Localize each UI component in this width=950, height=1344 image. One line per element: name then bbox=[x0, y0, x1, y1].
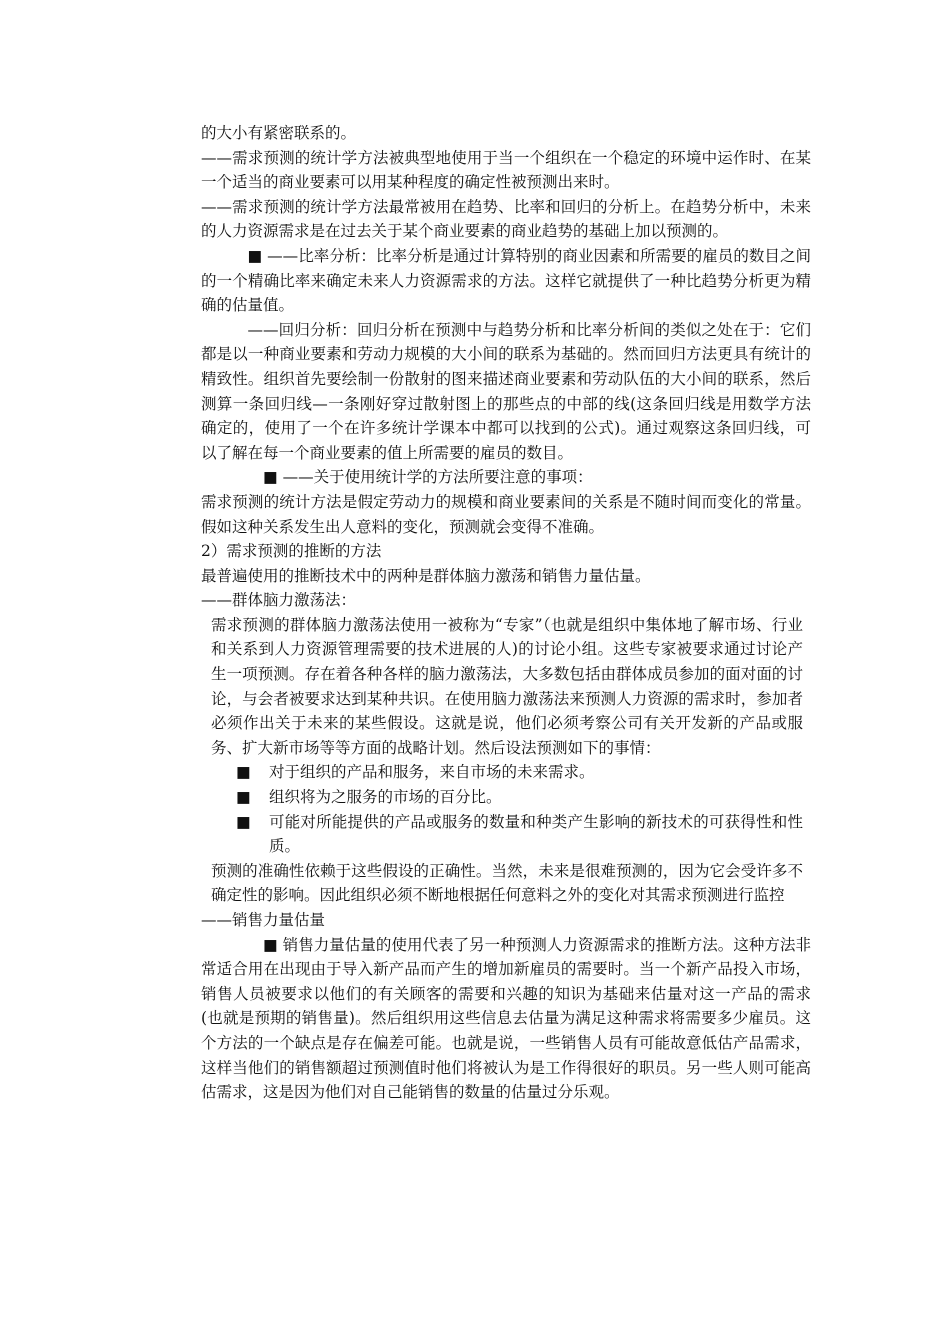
paragraph-stat-trend: ——需求预测的统计学方法最常被用在趋势、比率和回归的分析上。在趋势分析中，未来的人力资源需求是在过去关于某个商业要素的商业趋势的基础上加以预测的。 bbox=[201, 197, 811, 241]
section-heading-judgment: 2）需求预测的推断的方法 bbox=[201, 542, 382, 561]
paragraph-ratio-analysis: ■ ——比率分析：比率分析是通过计算特别的商业因素和所需要的雇员的数目之间的一个精确比率来确定未来人力资源需求的方法。这样它就提供了一种比趋势分析更为精确的估量值。 bbox=[201, 246, 811, 315]
paragraph-stat-caution: 需求预测的统计方法是假定劳动力的规模和商业要素间的关系是不随时间而变化的常量。假如这种关系发生出人意料的变化，预测就会变得不准确。 bbox=[201, 492, 811, 536]
paragraph-judgment-intro: 最普遍使用的推断技术中的两种是群体脑力激荡和销售力量估量。 bbox=[201, 566, 651, 585]
paragraph-continuation: 的大小有紧密联系的。 bbox=[201, 124, 357, 142]
bullet-square-icon: ■ bbox=[236, 788, 251, 807]
subheading-sales-force: ——销售力量估量 bbox=[201, 911, 326, 929]
bullet-square-icon: ■ bbox=[236, 763, 251, 782]
paragraph-regression-analysis: ——回归分析：回归分析在预测中与趋势分析和比率分析间的类似之处在于：它们都是以一种商业要素和劳动力规模的大小间的联系为基础的。然而回归方法更具有统计的精致性。组织首先要绘制一份散射的图来描述商业要素和劳动队伍的大小间的联系，然后测算一条回归线—一条刚好穿过散射图上的那些点的中部的线(这条回归线是用数学方法确定的，使用了一个在许多统计学课本中都可以找到的公式)。通过观察这条回归线，可以了解在每一个商业要素的值上所需要的雇员的数目。 bbox=[201, 320, 811, 462]
list-item bbox=[201, 760, 803, 785]
list-item-text: 对于组织的产品和服务，来自市场的未来需求。 bbox=[269, 763, 595, 782]
list-item-text: 组织将为之服务的市场的百分比。 bbox=[269, 788, 502, 807]
list-item bbox=[201, 785, 803, 810]
paragraph-stat-caution-heading: ■ ——关于使用统计学的方法所要注意的事项： bbox=[263, 468, 593, 487]
bullet-square-icon: ■ bbox=[236, 812, 251, 831]
list-item bbox=[201, 810, 803, 859]
paragraph-stat-usage: ——需求预测的统计学方法被典型地使用于当一个组织在一个稳定的环境中运作时、在某一个适当的商业要素可以用某种程度的确定性被预测出来时。 bbox=[201, 148, 811, 192]
paragraph-forecast-accuracy: 预测的准确性依赖于这些假设的正确性。当然，未来是很难预测的，因为它会受许多不确定性的影响。因此组织必须不断地根据任何意料之外的变化对其需求预测进行监控 bbox=[211, 861, 803, 905]
paragraph-sales-force: ■ 销售力量估量的使用代表了另一种预测人力资源需求的推断方法。这种方法非常适合用在出现由于导入新产品而产生的增加新雇员的需要时。当一个新产品投入市场，销售人员被要求以他们的有关顾客的需要和兴趣的知识为基础来估量对这一产品的需求(也就是预期的销售量)。然后组织用这些信息去估量为满足这种需求将需要多少雇员。这个方法的一个缺点是存在偏差可能。也就是说，一些销售人员有可能故意低估产品需求，这样当他们的销售额超过预测值时他们将被认为是工作得很好的职员。另一些人则可能高估需求，这是因为他们对自己能销售的数量的估量过分乐观。 bbox=[201, 935, 811, 1102]
list-item-text: 可能对所能提供的产品或服务的数量和种类产生影响的新技术的可获得性和性质。 bbox=[269, 812, 803, 856]
paragraph-brainstorming: 需求预测的群体脑力激荡法使用一被称为“专家”（也就是组织中集体地了解市场、行业和关系到人力资源管理需要的技术进展的人)的讨论小组。这些专家被要求通过讨论产生一项预测。存在着各种各样的脑力激荡法，大多数包括由群体成员参加的面对面的讨论，与会者被要求达到某种共识。在使用脑力激荡法来预测人力资源的需求时，参加者必须作出关于未来的某些假设。这就是说，他们必须考察公司有关开发新的产品或服务、扩大新市场等等方面的战略计划。然后设法预测如下的事情： bbox=[211, 615, 803, 757]
subheading-brainstorming: ——群体脑力激荡法： bbox=[201, 591, 357, 610]
document-page bbox=[201, 121, 811, 1105]
